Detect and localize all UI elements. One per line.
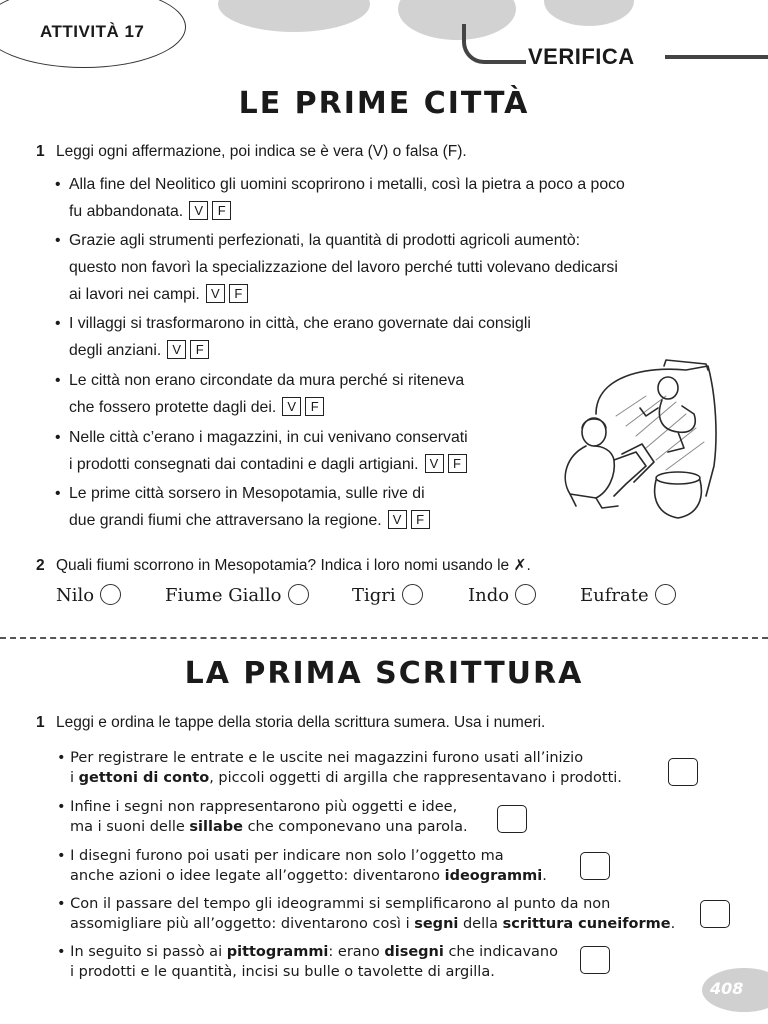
false-checkbox[interactable]: F bbox=[229, 284, 248, 303]
order-number-box[interactable] bbox=[700, 900, 730, 928]
question-text: Leggi ogni affermazione, poi indica se è vera (V) o falsa (F). bbox=[56, 143, 467, 160]
river-checkbox[interactable] bbox=[402, 584, 423, 605]
statement-item: • Le prime città sorsero in Mesopotamia, sulle rive di due grandi fiumi che attraversano la regione. V F bbox=[55, 480, 430, 534]
statement-item: • I villaggi si trasformarono in città, che erano governate dai consigli degli anziani. V F bbox=[55, 315, 531, 359]
ordering-item: • Con il passare del tempo gli ideogrammi si semplificarono al punto da non assomigliare più all’oggetto: diventarono così i segni della scrittura cuneiforme. bbox=[57, 896, 676, 932]
section-title: LE PRIME CITTÀ bbox=[238, 86, 530, 121]
question-number: 2 bbox=[36, 557, 45, 574]
verifica-decoration bbox=[462, 24, 526, 64]
ordering-item: • I disegni furono poi usati per indicare non solo l’oggetto ma anche azioni o idee legate all’oggetto: diventarono ideogrammi. bbox=[57, 848, 547, 884]
question-1 bbox=[36, 714, 545, 732]
river-option-indo[interactable]: Indo bbox=[468, 584, 536, 606]
question-2 bbox=[36, 556, 531, 575]
question-number: 1 bbox=[36, 714, 45, 731]
true-checkbox[interactable]: V bbox=[282, 397, 301, 416]
verifica-rule bbox=[665, 55, 768, 59]
true-checkbox[interactable]: V bbox=[388, 510, 407, 529]
statement-item: • Grazie agli strumenti perfezionati, la quantità di prodotti agricoli aumentò: questo non favorì la specializzazione del lavoro perché tutti volevano dedicarsi ai lavori nei campi. V F bbox=[55, 232, 618, 303]
ordering-item: • In seguito si passò ai pittogrammi: erano disegni che indicavano i prodotti e le quantità, incisi su bulle o tavolette di argilla. bbox=[57, 944, 558, 980]
river-checkbox[interactable] bbox=[515, 584, 536, 605]
river-checkbox[interactable] bbox=[288, 584, 309, 605]
cut-line-divider bbox=[0, 637, 768, 639]
order-number-box[interactable] bbox=[580, 946, 610, 974]
true-checkbox[interactable]: V bbox=[206, 284, 225, 303]
true-checkbox[interactable]: V bbox=[167, 340, 186, 359]
question-1 bbox=[36, 143, 467, 161]
false-checkbox[interactable]: F bbox=[190, 340, 209, 359]
activity-label: ATTIVITÀ 17 bbox=[40, 22, 145, 41]
false-checkbox[interactable]: F bbox=[305, 397, 324, 416]
river-option-fiume-giallo[interactable]: Fiume Giallo bbox=[165, 584, 309, 606]
question-text: Quali fiumi scorrono in Mesopotamia? Indica i loro nomi usando le ✗. bbox=[56, 557, 531, 574]
true-checkbox[interactable]: V bbox=[189, 201, 208, 220]
statement-item: • Nelle città c’erano i magazzini, in cui venivano conservati i prodotti consegnati dai contadini e dagli artigiani. V F bbox=[55, 429, 468, 473]
river-checkbox[interactable] bbox=[100, 584, 121, 605]
question-number: 1 bbox=[36, 143, 45, 160]
question-text: Leggi e ordina le tappe della storia della scrittura sumera. Usa i numeri. bbox=[56, 714, 546, 731]
statement-item: • Alla fine del Neolitico gli uomini scoprirono i metalli, così la pietra a poco a poco fu abbandonata. V F bbox=[55, 176, 625, 220]
false-checkbox[interactable]: F bbox=[448, 454, 467, 473]
river-option-tigri[interactable]: Tigri bbox=[352, 584, 423, 606]
section-title: LA PRIMA SCRITTURA bbox=[184, 656, 584, 691]
order-number-box[interactable] bbox=[668, 758, 698, 786]
statement-item: • Le città non erano circondate da mura perché si riteneva che fossero protette dagli dei. V F bbox=[55, 372, 465, 416]
ordering-item: • Per registrare le entrate e le uscite nei magazzini furono usati all’inizio i gettoni di conto, piccoli oggetti di argilla che rappresentavano i prodotti. bbox=[57, 750, 622, 786]
verifica-label: VERIFICA bbox=[528, 44, 635, 69]
river-option-eufrate[interactable]: Eufrate bbox=[580, 584, 676, 606]
ordering-item: • Infine i segni non rappresentarono più oggetti e idee, ma i suoni delle sillabe che componevano una parola. bbox=[57, 799, 468, 835]
true-checkbox[interactable]: V bbox=[425, 454, 444, 473]
order-number-box[interactable] bbox=[580, 852, 610, 880]
false-checkbox[interactable]: F bbox=[212, 201, 231, 220]
illustration-scribes bbox=[556, 356, 722, 526]
page-number: 408 bbox=[710, 979, 744, 998]
false-checkbox[interactable]: F bbox=[411, 510, 430, 529]
header-decoration-blob bbox=[218, 0, 370, 32]
river-checkbox[interactable] bbox=[655, 584, 676, 605]
order-number-box[interactable] bbox=[497, 805, 527, 833]
header-decoration-blob bbox=[544, 0, 634, 26]
river-option-nilo[interactable]: Nilo bbox=[56, 584, 121, 606]
